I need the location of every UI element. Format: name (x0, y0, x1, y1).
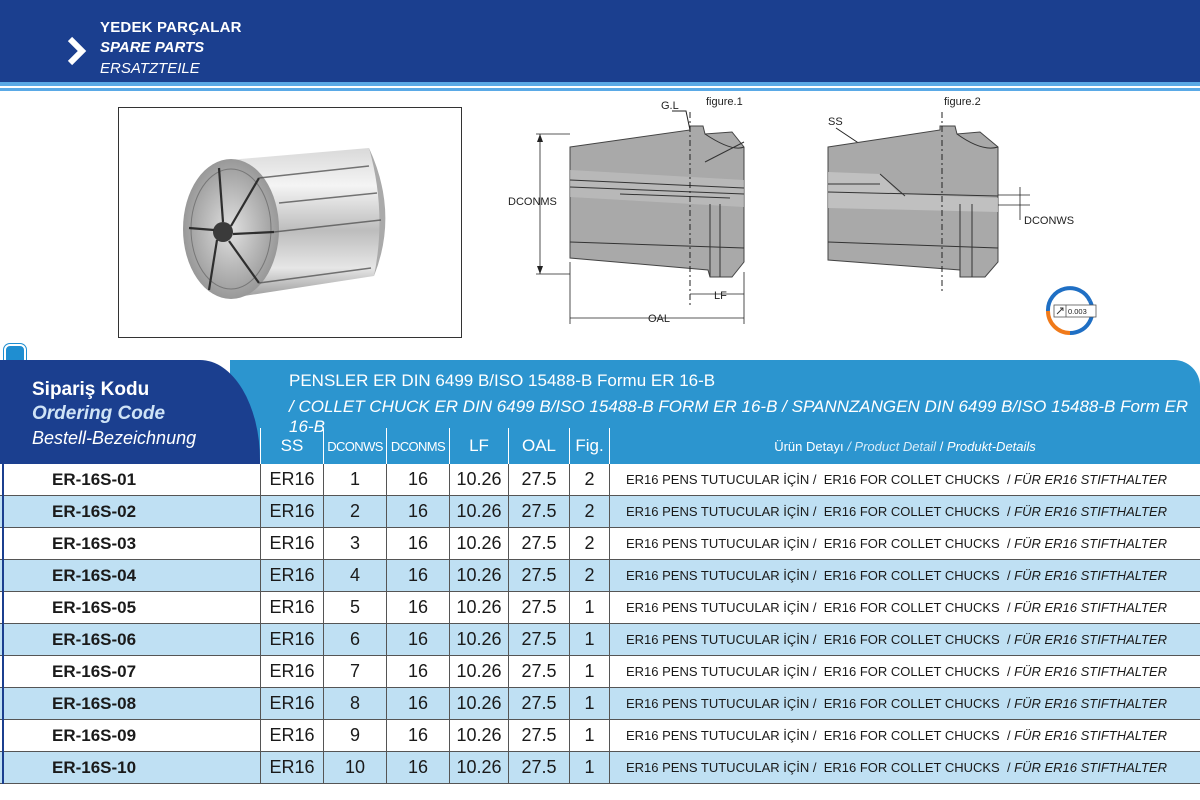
ordering-code-cell: ER-16S-02 (52, 501, 137, 521)
detail-header-sep: / (936, 438, 947, 454)
ss-cell: ER16 (260, 528, 323, 559)
dconms-cell: 16 (386, 688, 449, 719)
fig-cell: 2 (569, 560, 609, 591)
fig-cell: 1 (569, 720, 609, 751)
tolerance-badge (1040, 285, 1100, 337)
table-row (0, 496, 1200, 528)
header-stripe (0, 82, 1200, 86)
fig-cell: 1 (569, 688, 609, 719)
detail-text-de: FÜR ER16 STIFTHALTER (1014, 568, 1168, 583)
lf-cell: 10.26 (449, 688, 508, 719)
dconms-cell: 16 (386, 624, 449, 655)
fig-cell: 2 (569, 496, 609, 527)
dconms-cell: 16 (386, 560, 449, 591)
header-stripe (0, 88, 1200, 91)
collet-image (119, 108, 460, 336)
detail-text: ER16 PENS TUTUCULAR İÇİN / ER16 FOR COLLET CHUCKS / (626, 632, 1015, 647)
ss-cell: ER16 (260, 560, 323, 591)
lf-cell: 10.26 (449, 496, 508, 527)
gl-label: G.L (661, 100, 679, 112)
tolerance-value: 0.003 (1068, 307, 1087, 316)
detail-text-de: FÜR ER16 STIFTHALTER (1014, 472, 1168, 487)
ordering-code-cell: ER-16S-04 (52, 565, 137, 585)
product-detail-cell (609, 624, 1200, 655)
product-table (0, 464, 1200, 784)
dconws-cell: 8 (323, 688, 386, 719)
ordering-code-cell: ER-16S-07 (52, 661, 137, 681)
detail-text: ER16 PENS TUTUCULAR İÇİN / ER16 FOR COLLET CHUCKS / (626, 536, 1015, 551)
dconws-cell: 6 (323, 624, 386, 655)
ss-cell: ER16 (260, 720, 323, 751)
fig-cell: 2 (569, 464, 609, 495)
dconws-label: DCONWS (1024, 215, 1075, 227)
lf-cell: 10.26 (449, 624, 508, 655)
column-header-lf: LF (449, 428, 508, 464)
detail-text-de: FÜR ER16 STIFTHALTER (1014, 664, 1168, 679)
fig-cell: 1 (569, 656, 609, 687)
figure-1-label: figure.1 (706, 96, 743, 108)
ordering-code-cell: ER-16S-05 (52, 597, 137, 617)
oal-cell: 27.5 (508, 688, 569, 719)
dconws-cell: 4 (323, 560, 386, 591)
product-detail-cell (609, 496, 1200, 527)
detail-text: ER16 PENS TUTUCULAR İÇİN / ER16 FOR COLLET CHUCKS / (626, 760, 1015, 775)
dconms-cell: 16 (386, 496, 449, 527)
dconws-cell: 3 (323, 528, 386, 559)
detail-text: ER16 PENS TUTUCULAR İÇİN / ER16 FOR COLLET CHUCKS / (626, 504, 1015, 519)
fig-cell: 1 (569, 592, 609, 623)
oal-cell: 27.5 (508, 656, 569, 687)
detail-text: ER16 PENS TUTUCULAR İÇİN / ER16 FOR COLLET CHUCKS / (626, 600, 1015, 615)
dconms-cell: 16 (386, 464, 449, 495)
detail-text-de: FÜR ER16 STIFTHALTER (1014, 536, 1168, 551)
ordering-code-de: Bestell-Bezeichnung (32, 428, 197, 448)
detail-text: ER16 PENS TUTUCULAR İÇİN / ER16 FOR COLLET CHUCKS / (626, 568, 1015, 583)
chevron-right-icon (66, 36, 88, 66)
lf-cell: 10.26 (449, 656, 508, 687)
ordering-code-cell: ER-16S-08 (52, 693, 137, 713)
ss-cell: ER16 (260, 464, 323, 495)
dconws-cell: 1 (323, 464, 386, 495)
table-row (0, 752, 1200, 784)
ss-cell: ER16 (260, 496, 323, 527)
product-detail-cell (609, 688, 1200, 719)
product-detail-cell (609, 528, 1200, 559)
dconws-cell: 7 (323, 656, 386, 687)
product-photo (118, 107, 462, 338)
dconws-cell: 10 (323, 752, 386, 783)
fig-cell: 1 (569, 752, 609, 783)
ss-cell: ER16 (260, 688, 323, 719)
product-detail-cell (609, 464, 1200, 495)
detail-text: ER16 PENS TUTUCULAR İÇİN / ER16 FOR COLLET CHUCKS / (626, 728, 1015, 743)
detail-text: ER16 PENS TUTUCULAR İÇİN / ER16 FOR COLLET CHUCKS / (626, 696, 1015, 711)
ss-label: SS (828, 116, 843, 128)
dconws-cell: 9 (323, 720, 386, 751)
detail-text-de: FÜR ER16 STIFTHALTER (1014, 760, 1168, 775)
column-header-dconms: DCONMS (386, 428, 449, 464)
detail-header-sep: / (843, 438, 855, 454)
table-row (0, 464, 1200, 496)
oal-cell: 27.5 (508, 720, 569, 751)
lf-label: LF (714, 290, 727, 302)
oal-cell: 27.5 (508, 560, 569, 591)
oal-cell: 27.5 (508, 624, 569, 655)
ordering-code-cell: ER-16S-10 (52, 757, 137, 777)
technical-drawing-figure-1 (500, 92, 770, 327)
oal-cell: 27.5 (508, 752, 569, 783)
ordering-code-cell: ER-16S-01 (52, 469, 137, 489)
product-detail-cell (609, 656, 1200, 687)
lf-cell: 10.26 (449, 752, 508, 783)
dconms-cell: 16 (386, 720, 449, 751)
lf-cell: 10.26 (449, 592, 508, 623)
dconms-cell: 16 (386, 592, 449, 623)
dconms-cell: 16 (386, 752, 449, 783)
ss-cell: ER16 (260, 624, 323, 655)
fig-cell: 1 (569, 624, 609, 655)
dconms-label: DCONMS (508, 196, 557, 208)
dconms-cell: 16 (386, 528, 449, 559)
table-row (0, 624, 1200, 656)
table-row (0, 592, 1200, 624)
product-detail-cell (609, 592, 1200, 623)
product-detail-cell (609, 560, 1200, 591)
ordering-code-cell: ER-16S-06 (52, 629, 137, 649)
detail-header-en: Product Detail (854, 438, 937, 454)
detail-text-de: FÜR ER16 STIFTHALTER (1014, 504, 1168, 519)
table-row (0, 688, 1200, 720)
fig-cell: 2 (569, 528, 609, 559)
table-row (0, 528, 1200, 560)
ss-cell: ER16 (260, 752, 323, 783)
lf-cell: 10.26 (449, 528, 508, 559)
ordering-code-en: Ordering Code (32, 403, 166, 424)
column-header-product-detail (609, 428, 1200, 464)
section-title-tr: YEDEK PARÇALAR (100, 19, 242, 36)
table-row (0, 656, 1200, 688)
lf-cell: 10.26 (449, 464, 508, 495)
detail-text-de: FÜR ER16 STIFTHALTER (1014, 600, 1168, 615)
column-header-fig: Fig. (569, 428, 609, 464)
column-header-ss: SS (260, 428, 323, 464)
product-detail-cell (609, 752, 1200, 783)
section-title-en: SPARE PARTS (100, 39, 205, 56)
ordering-code-tr: Sipariş Kodu (32, 379, 150, 400)
dconms-cell: 16 (386, 656, 449, 687)
table-title-line-1: PENSLER ER DIN 6499 B/ISO 15488-B Formu ER 16-B (289, 371, 716, 390)
detail-text-de: FÜR ER16 STIFTHALTER (1014, 728, 1168, 743)
ss-cell: ER16 (260, 592, 323, 623)
detail-text-de: FÜR ER16 STIFTHALTER (1014, 696, 1168, 711)
detail-header-de: Produkt-Details (946, 438, 1036, 454)
technical-drawing-figure-2 (820, 92, 1090, 292)
detail-text: ER16 PENS TUTUCULAR İÇİN / ER16 FOR COLLET CHUCKS / (626, 664, 1015, 679)
oal-label: OAL (648, 313, 671, 325)
column-header-oal: OAL (508, 428, 569, 464)
lf-cell: 10.26 (449, 720, 508, 751)
table-title-line-2: / COLLET CHUCK ER DIN 6499 B/ISO 15488-B FORM ER 16-B / SPANNZANGEN DIN 6499 B/ISO 15488-B Form ER 16-B (289, 397, 1189, 436)
ss-cell: ER16 (260, 656, 323, 687)
figure-2-label: figure.2 (944, 96, 981, 108)
table-row (0, 720, 1200, 752)
oal-cell: 27.5 (508, 592, 569, 623)
lf-cell: 10.26 (449, 560, 508, 591)
dconws-cell: 5 (323, 592, 386, 623)
oal-cell: 27.5 (508, 464, 569, 495)
dconws-cell: 2 (323, 496, 386, 527)
ordering-code-cell: ER-16S-09 (52, 725, 137, 745)
column-header-dconws: DCONWS (323, 428, 386, 464)
detail-header-tr: Ürün Detayı (774, 438, 844, 454)
detail-text: ER16 PENS TUTUCULAR İÇİN / ER16 FOR COLLET CHUCKS / (626, 472, 1015, 487)
section-title-de: ERSATZTEILE (100, 60, 200, 77)
product-detail-cell (609, 720, 1200, 751)
detail-text-de: FÜR ER16 STIFTHALTER (1014, 632, 1168, 647)
oal-cell: 27.5 (508, 528, 569, 559)
oal-cell: 27.5 (508, 496, 569, 527)
table-row (0, 560, 1200, 592)
ordering-code-cell: ER-16S-03 (52, 533, 137, 553)
